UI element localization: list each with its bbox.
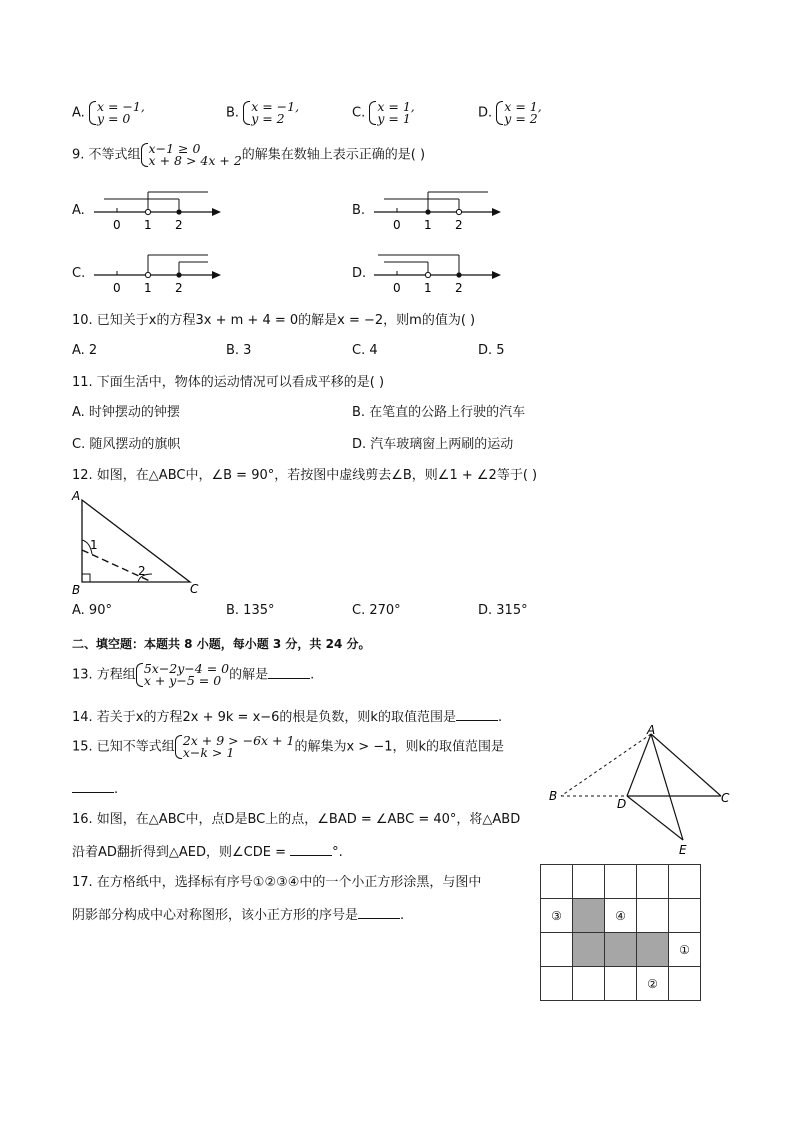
answer-blank[interactable] <box>456 708 498 721</box>
q10-option-c: C. 4 <box>352 343 378 358</box>
option-label: D. <box>478 105 493 121</box>
tick-label: 1 <box>424 218 432 232</box>
grid-cell-shaded <box>573 933 605 967</box>
q12-stem: 12. 如图，在△ABC中，∠B = 90°，若按图中虚线剪去∠B，则∠1 + ∠2等于( ) <box>72 468 538 483</box>
q16-stem-line2: 沿着AD翻折得到△AED，则∠CDE = °. <box>72 845 343 860</box>
vertex-label-e: E <box>679 843 687 857</box>
grid-cell <box>541 967 573 1001</box>
equation-system: 5x−2y−4 = 0 x + y−5 = 0 <box>136 663 229 687</box>
q13-stem: 13. 方程组 5x−2y−4 = 0 x + y−5 = 0 的解是 . <box>72 661 315 688</box>
tick-label: 0 <box>393 281 401 295</box>
tick-label: 2 <box>455 218 463 232</box>
q9-number-line-d <box>370 249 505 297</box>
grid-cell-shaded <box>605 933 637 967</box>
grid-cell-1[interactable]: ① <box>669 933 701 967</box>
q17-square-grid <box>540 864 701 1001</box>
grid-cell <box>541 933 573 967</box>
tick-label: 2 <box>455 281 463 295</box>
q9-stem: 9. 不等式组 x−1 ≥ 0 x + 8 > 4x + 2 的解集在数轴上表示正确的是( ) <box>72 141 426 168</box>
q11-stem: 11. 下面生活中，物体的运动情况可以看成平移的是( ) <box>72 375 385 390</box>
tick-label: 2 <box>175 218 183 232</box>
answer-blank[interactable] <box>268 666 310 679</box>
equation-system: x = 1, y = 2 <box>496 101 541 125</box>
grid-cell <box>541 865 573 899</box>
q12-option-c: C. 270° <box>352 603 401 618</box>
q9-option-a-label: A. <box>72 203 85 218</box>
answer-blank[interactable] <box>72 780 114 793</box>
grid-cell <box>605 967 637 1001</box>
vertex-label-a: A <box>72 489 81 503</box>
vertex-label-b: B <box>72 583 81 597</box>
grid-cell <box>669 967 701 1001</box>
angle-label-2: 2 <box>138 564 146 578</box>
q10-stem: 10. 已知关于x的方程3x + m + 4 = 0的解是x = −2，则m的值为( ) <box>72 313 476 328</box>
grid-cell-2[interactable]: ② <box>637 967 669 1001</box>
q12-option-a: A. 90° <box>72 603 112 618</box>
q9-option-d-label: D. <box>352 266 367 281</box>
option-label: B. <box>226 105 240 121</box>
q8-option-b <box>226 101 299 125</box>
answer-blank[interactable] <box>358 906 400 919</box>
q15-answer-line: . <box>72 780 118 798</box>
q12-option-b: B. 135° <box>226 603 275 618</box>
grid-cell-3[interactable]: ③ <box>541 899 573 933</box>
grid-cell <box>573 967 605 1001</box>
grid-cell <box>573 865 605 899</box>
q16-fold-figure <box>545 724 745 858</box>
section-heading: 二、填空题：本题共 8 小题，每小题 3 分，共 24 分。 <box>72 637 371 651</box>
inequality-system: 2x + 9 > −6x + 1 x−k > 1 <box>175 735 295 759</box>
option-label: A. <box>72 105 85 121</box>
grid-cell <box>637 899 669 933</box>
q11-option-c: C. 随风摆动的旗帜 <box>72 437 181 452</box>
q9-number-line-c <box>90 249 225 297</box>
grid-cell <box>669 865 701 899</box>
q11-option-b: B. 在笔直的公路上行驶的汽车 <box>352 405 526 420</box>
vertex-label-c: C <box>721 791 730 805</box>
q9-option-b-label: B. <box>352 203 366 218</box>
q8-option-c <box>352 101 415 125</box>
q10-option-b: B. 3 <box>226 343 252 358</box>
tick-label: 2 <box>175 281 183 295</box>
vertex-label-d: D <box>617 797 627 811</box>
equation-system: x = −1, y = 2 <box>243 101 299 125</box>
q17-stem-line1: 17. 在方格纸中，选择标有序号①②③④中的一个小正方形涂黑，与图中 <box>72 875 482 890</box>
q8-option-a <box>72 101 145 125</box>
q12-triangle-figure <box>68 486 208 598</box>
vertex-label-a: A <box>647 724 656 737</box>
q11-option-d: D. 汽车玻璃窗上两刷的运动 <box>352 437 514 452</box>
angle-label-1: 1 <box>90 538 98 552</box>
q15-stem: 15. 已知不等式组 2x + 9 > −6x + 1 x−k > 1 的解集为x > −1，则k的取值范围是 <box>72 733 505 760</box>
q9-number-line-a <box>90 186 225 234</box>
tick-label: 0 <box>113 281 121 295</box>
grid-cell <box>605 865 637 899</box>
grid-cell-shaded <box>573 899 605 933</box>
q11-option-a: A. 时钟摆动的钟摆 <box>72 405 180 420</box>
q10-option-a: A. 2 <box>72 343 98 358</box>
tick-label: 0 <box>113 218 121 232</box>
q14-stem: 14. 若关于x的方程2x + 9k = x−6的根是负数，则k的取值范围是 . <box>72 710 503 725</box>
inequality-system: x−1 ≥ 0 x + 8 > 4x + 2 <box>141 143 242 167</box>
q8-option-d <box>478 101 542 125</box>
tick-label: 1 <box>424 281 432 295</box>
tick-label: 1 <box>144 281 152 295</box>
q17-stem-line2: 阴影部分构成中心对称图形，该小正方形的序号是 . <box>72 908 405 923</box>
tick-label: 1 <box>144 218 152 232</box>
q16-stem-line1: 16. 如图，在△ABC中，点D是BC上的点，∠BAD = ∠ABC = 40°，将△ABD <box>72 812 521 827</box>
q9-option-c-label: C. <box>72 266 86 281</box>
grid-cell <box>637 865 669 899</box>
q9-number-line-b <box>370 186 505 234</box>
q12-option-d: D. 315° <box>478 603 528 618</box>
grid-cell-4[interactable]: ④ <box>605 899 637 933</box>
grid-cell-shaded <box>637 933 669 967</box>
vertex-label-b: B <box>549 789 558 803</box>
tick-label: 0 <box>393 218 401 232</box>
vertex-label-c: C <box>190 582 199 596</box>
q10-option-d: D. 5 <box>478 343 505 358</box>
answer-blank[interactable] <box>290 843 332 856</box>
equation-system: x = 1, y = 1 <box>369 101 414 125</box>
option-label: C. <box>352 105 366 121</box>
grid-cell <box>669 899 701 933</box>
equation-system: x = −1, y = 0 <box>89 101 145 125</box>
